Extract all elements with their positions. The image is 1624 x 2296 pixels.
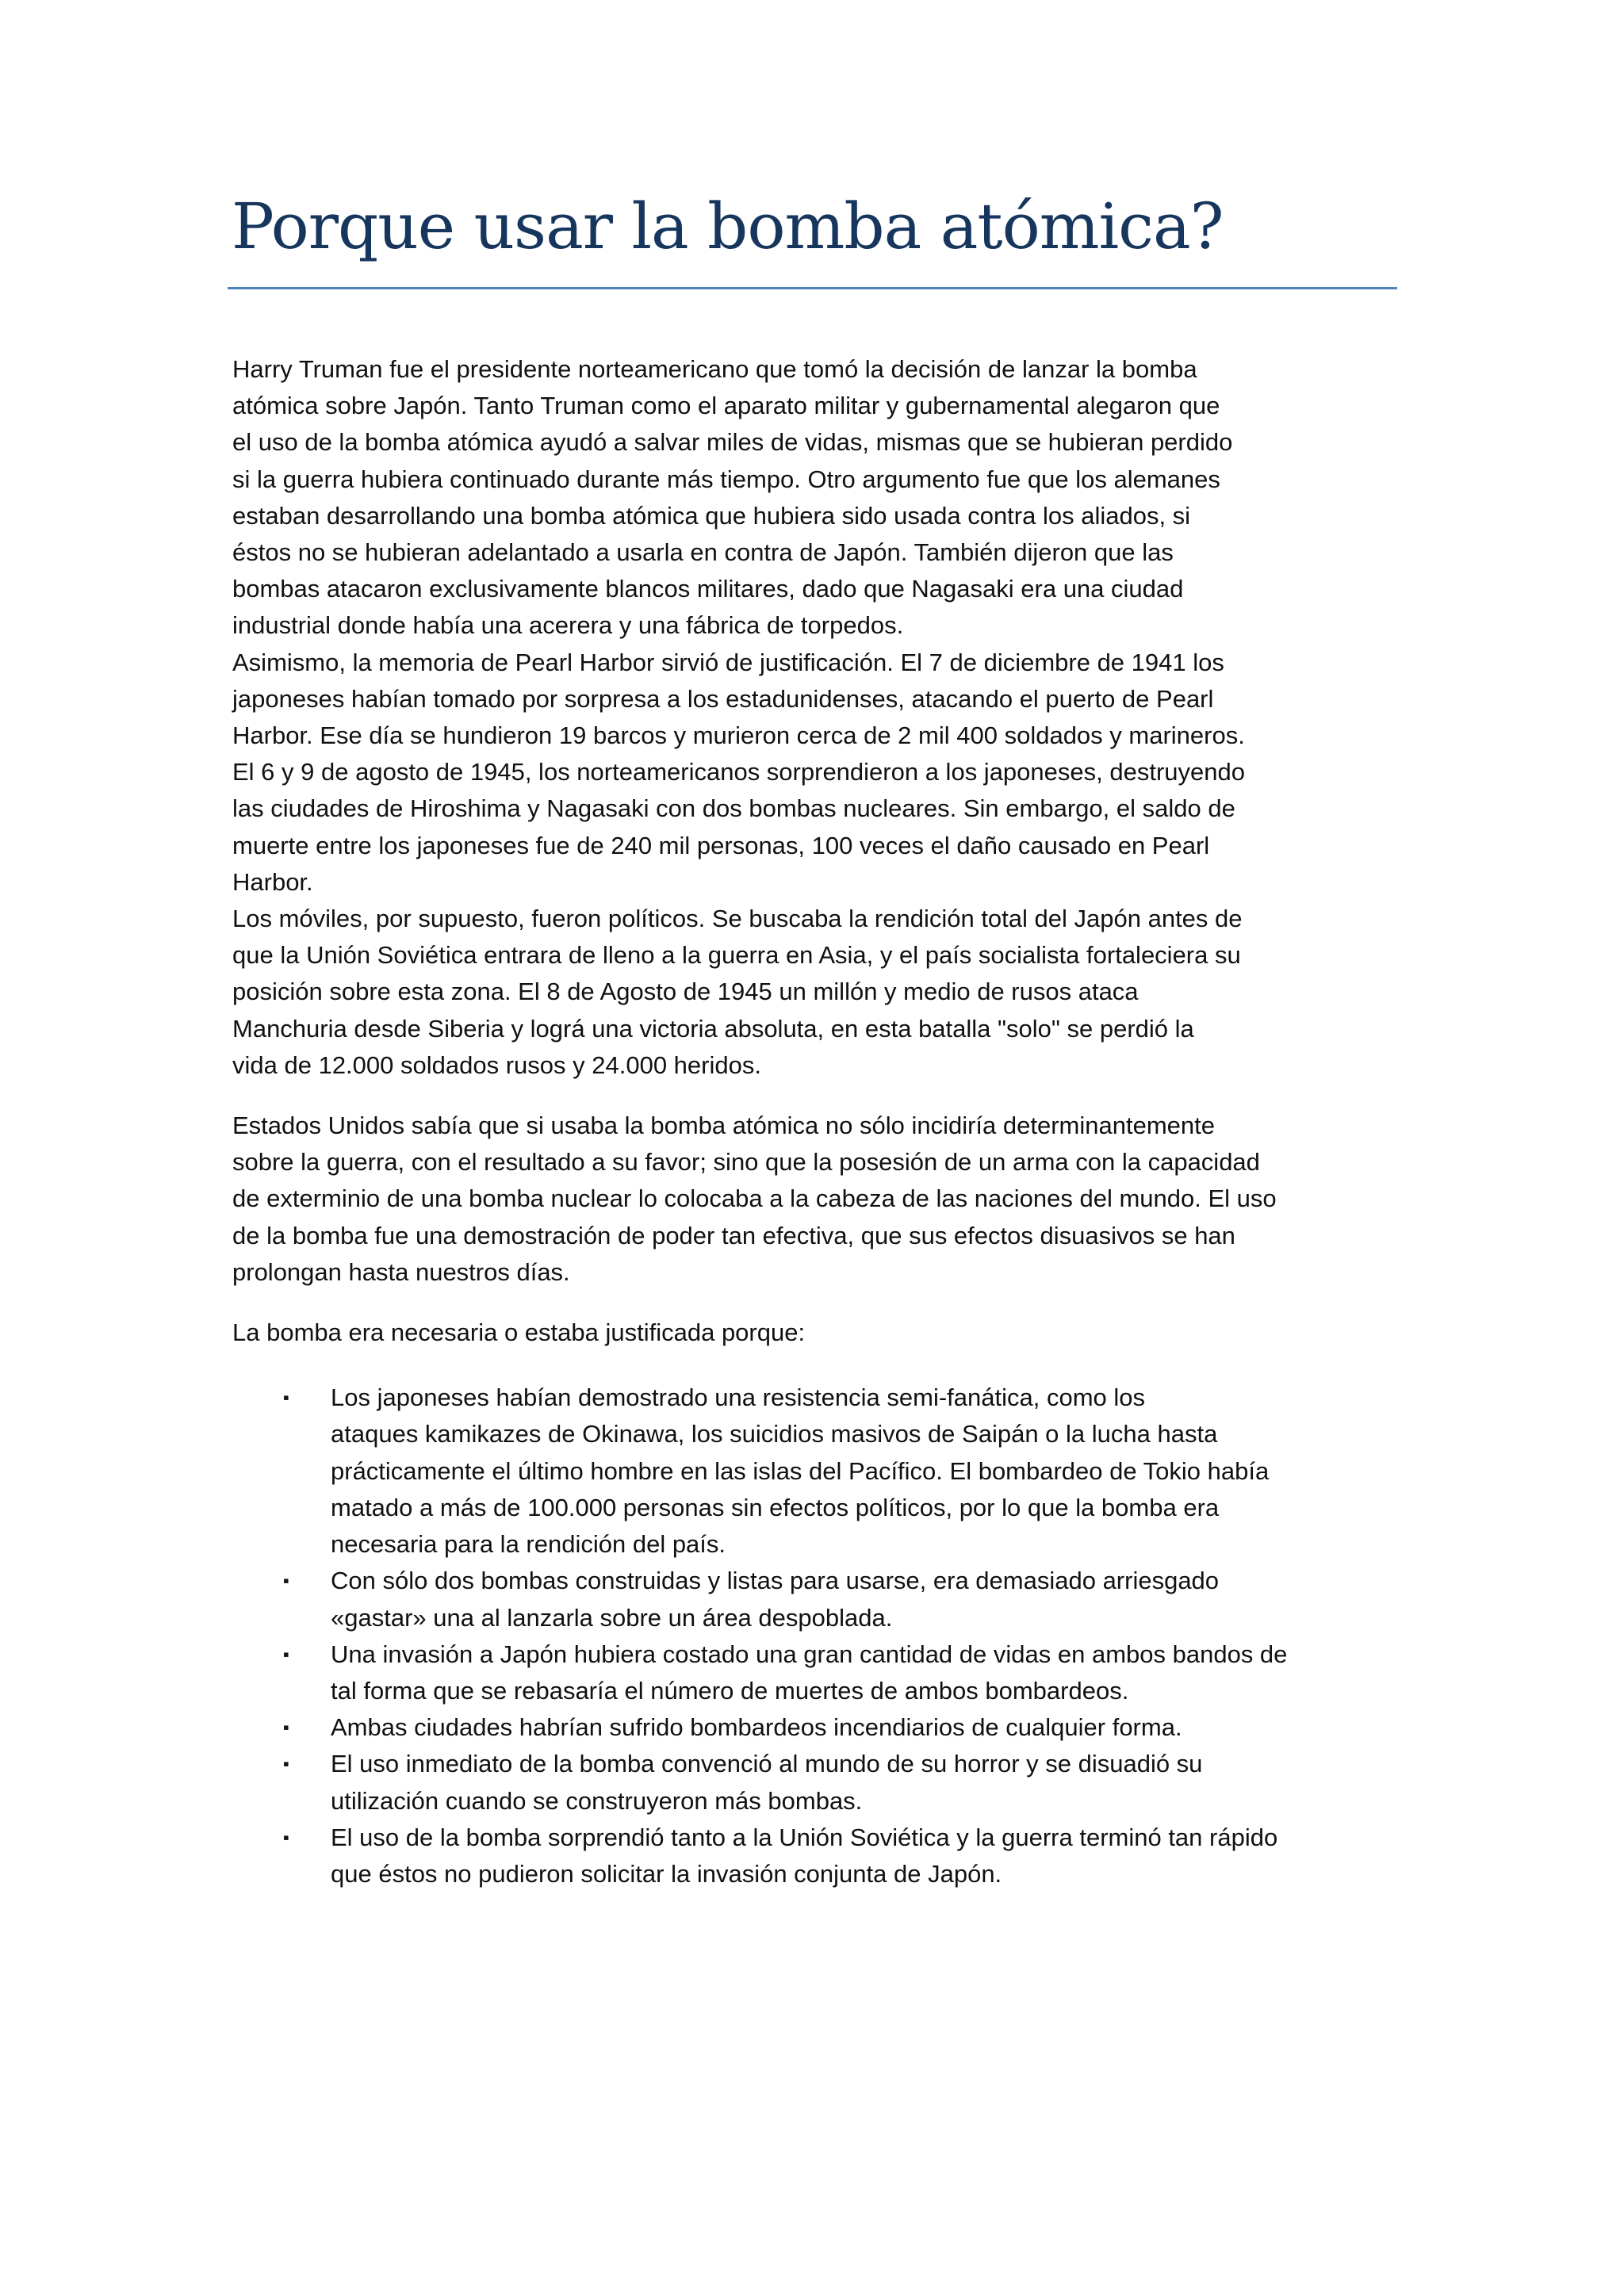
text-line: muerte entre los japoneses fue de 240 mil personas, 100 veces el daño causado en Pearl <box>232 831 1210 859</box>
text-line: sobre la guerra, con el resultado a su favor; sino que la posesión de un arma con la capacidad <box>232 1148 1260 1177</box>
list-item-line: que éstos no pudieron solicitar la invasión conjunta de Japón. <box>331 1859 1002 1888</box>
square-bullet-icon: ▪ <box>283 1644 289 1664</box>
list-item-line: necesaria para la rendición del país. <box>331 1530 726 1559</box>
list-item-line: Los japoneses habían demostrado una resistencia semi-fanática, como los <box>331 1383 1146 1412</box>
paragraph-group-1 <box>232 351 1392 1084</box>
square-bullet-icon: ▪ <box>283 1571 289 1591</box>
paragraph-spacer <box>232 1291 1392 1314</box>
text-line: si la guerra hubiera continuado durante más tiempo. Otro argumento fue que los alemanes <box>232 465 1220 493</box>
list-item-line: utilización cuando se construyeron más bombas. <box>331 1786 863 1815</box>
text-line: las ciudades de Hiroshima y Nagasaki con dos bombas nucleares. Sin embargo, el saldo de <box>232 794 1235 823</box>
list-item <box>283 1820 1392 1892</box>
text-line: Harry Truman fue el presidente norteamericano que tomó la decisión de lanzar la bomba <box>232 355 1197 383</box>
text-line: Harbor. Ese día se hundieron 19 barcos y murieron cerca de 2 mil 400 soldados y marineros. <box>232 721 1245 750</box>
list-intro: La bomba era necesaria o estaba justificada porque: <box>232 1318 806 1347</box>
square-bullet-icon: ▪ <box>283 1754 289 1774</box>
paragraph-spacer <box>232 1084 1392 1108</box>
text-line: Manchuria desde Siberia y lográ una victoria absoluta, en esta batalla "solo" se perdió la <box>232 1014 1194 1043</box>
title-underline <box>228 287 1397 289</box>
document-title: Porque usar la bomba atómica? <box>232 189 1224 263</box>
text-line: de la bomba fue una demostración de poder tan efectiva, que sus efectos disuasivos se han <box>232 1221 1235 1249</box>
paragraph-group-2 <box>232 1108 1392 1291</box>
text-line: posición sobre esta zona. El 8 de Agosto de 1945 un millón y medio de rusos ataca <box>232 978 1139 1006</box>
list-item-line: «gastar» una al lanzarla sobre un área despoblada. <box>331 1603 893 1632</box>
text-line: de exterminio de una bomba nuclear lo colocaba a la cabeza de las naciones del mundo. El uso <box>232 1184 1277 1213</box>
text-line: Los móviles, por supuesto, fueron políticos. Se buscaba la rendición total del Japón antes de <box>232 905 1243 933</box>
text-line: El 6 y 9 de agosto de 1945, los norteamericanos sorprendieron a los japoneses, destruyendo <box>232 758 1245 786</box>
text-line: Harbor. <box>232 867 313 896</box>
justification-list <box>232 1380 1392 1892</box>
text-line: el uso de la bomba atómica ayudó a salvar miles de vidas, mismas que se hubieran perdido <box>232 428 1233 457</box>
list-item-line: prácticamente el último hombre en las islas del Pacífico. El bombardeo de Tokio había <box>331 1456 1270 1485</box>
text-line: éstos no se hubieran adelantado a usarla en contra de Japón. También dijeron que las <box>232 538 1174 567</box>
document-body <box>232 351 1392 1892</box>
list-item-line: tal forma que se rebasaría el número de muertes de ambos bombardeos. <box>331 1676 1129 1705</box>
text-line: vida de 12.000 soldados rusos y 24.000 heridos. <box>232 1050 761 1079</box>
square-bullet-icon: ▪ <box>283 1717 289 1738</box>
text-line: Estados Unidos sabía que si usaba la bomba atómica no sólo incidiría determinantemente <box>232 1112 1216 1140</box>
text-line: Asimismo, la memoria de Pearl Harbor sirvió de justificación. El 7 de diciembre de 1941 los <box>232 648 1224 676</box>
list-item-line: matado a más de 100.000 personas sin efectos políticos, por lo que la bomba era <box>331 1493 1220 1521</box>
list-item <box>283 1636 1392 1709</box>
text-line: atómica sobre Japón. Tanto Truman como el aparato militar y gubernamental alegaron que <box>232 392 1220 420</box>
paragraph-spacer <box>232 1351 1392 1380</box>
list-item <box>283 1563 1392 1636</box>
list-item-line: El uso de la bomba sorprendió tanto a la Unión Soviética y la guerra terminó tan rápido <box>331 1823 1278 1851</box>
list-item <box>283 1746 1392 1819</box>
text-line: que la Unión Soviética entrara de lleno a la guerra en Asia, y el país socialista fortaleciera su <box>232 941 1241 970</box>
text-line: bombas atacaron exclusivamente blancos militares, dado que Nagasaki era una ciudad <box>232 575 1184 603</box>
text-line: japoneses habían tomado por sorpresa a los estadunidenses, atacando el puerto de Pearl <box>232 684 1214 713</box>
list-item <box>283 1709 1392 1746</box>
list-item-line: Una invasión a Japón hubiera costado una gran cantidad de vidas en ambos bandos de <box>331 1640 1288 1668</box>
list-item-line: El uso inmediato de la bomba convenció al mundo de su horror y se disuadió su <box>331 1750 1203 1778</box>
list-item-line: ataques kamikazes de Okinawa, los suicidios masivos de Saipán o la lucha hasta <box>331 1420 1218 1448</box>
square-bullet-icon: ▪ <box>283 1387 289 1408</box>
square-bullet-icon: ▪ <box>283 1827 289 1847</box>
text-line: prolongan hasta nuestros días. <box>232 1257 570 1286</box>
list-item <box>283 1380 1392 1563</box>
text-line: industrial donde había una acerera y una fábrica de torpedos. <box>232 611 904 640</box>
list-item-line: Con sólo dos bombas construidas y listas para usarse, era demasiado arriesgado <box>331 1567 1220 1595</box>
text-line: estaban desarrollando una bomba atómica que hubiera sido usada contra los aliados, si <box>232 501 1191 530</box>
list-item-line: Ambas ciudades habrían sufrido bombardeos incendiarios de cualquier forma. <box>331 1713 1182 1742</box>
